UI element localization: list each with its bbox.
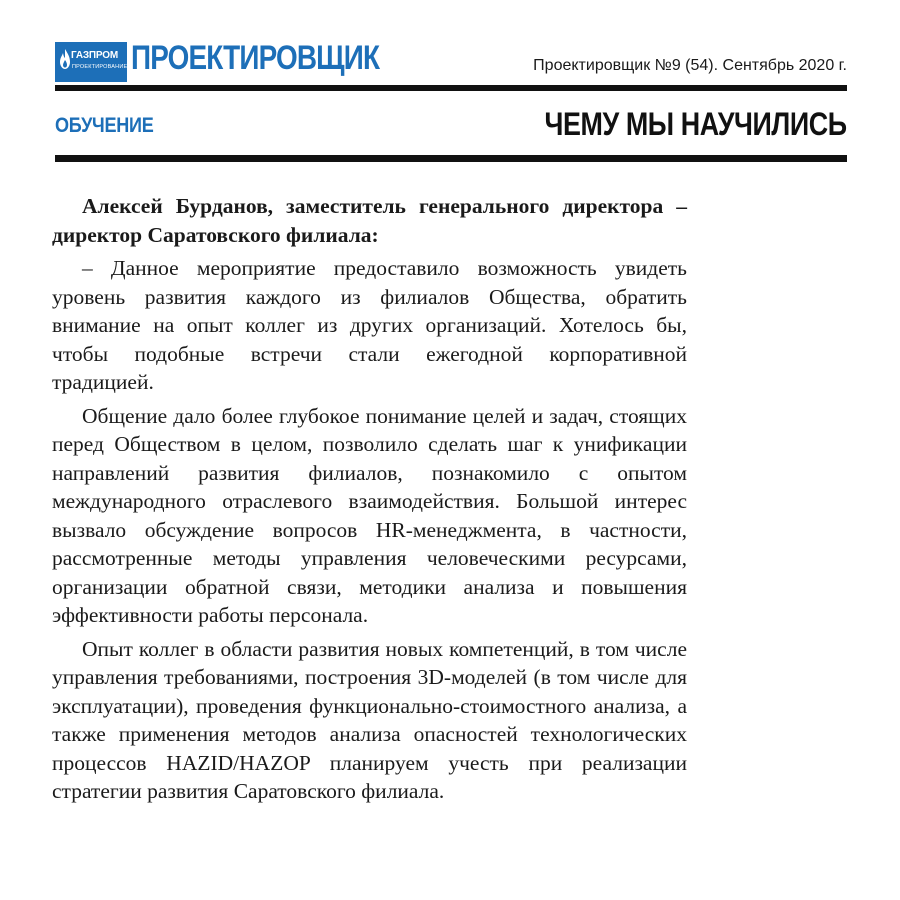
article-paragraph: Общение дало более глубокое понимание целей и задач, стоящих перед Обществом в целом, позволило сделать шаг к унификации направлений развития филиалов, познакомило с опытом международного отраслевого взаимодействия. Большой интерес вызвало обсуждение вопросов HR-менеджмента, в частности, рассмотренные методы управления человеческими ресурсами, организации обратной связи, методики анализа и повышения эффективности работы персонала. bbox=[52, 403, 687, 627]
logo-subtitle: ПРОЕКТИРОВАНИЕ bbox=[72, 64, 128, 70]
section-label: ОБУЧЕНИЕ bbox=[55, 114, 154, 137]
speaker-name: Алексей Бурданов, заместитель генерального директора – директор Саратовского филиала: bbox=[52, 194, 687, 247]
logo-word: ГАЗПРОМ bbox=[71, 50, 118, 61]
article-paragraph: – Данное мероприятие предоставило возможность увидеть уровень развития каждого из филиалов Общества, обратить внимание на опыт коллег из других организаций. Хотелось бы, чтобы подобные встречи стали ежегодной корпоративной традицией. bbox=[52, 256, 687, 394]
headline-divider bbox=[55, 155, 847, 162]
article-headline: ЧЕМУ МЫ НАУЧИЛИСЬ bbox=[544, 106, 847, 142]
header-divider bbox=[55, 85, 847, 91]
article-body bbox=[52, 192, 687, 806]
issue-info: Проектировщик №9 (54). Сентябрь 2020 г. bbox=[533, 57, 847, 74]
masthead bbox=[55, 40, 847, 84]
article-paragraph: Опыт коллег в области развития новых компетенций, в том числе управления требованиями, построения 3D-моделей (в том числе для эксплуатации), проведения функционально-стоимостного анализа, а также применения методов анализа опасностей технологических процессов HAZID/HAZOP планируем учесть при реализации стратегии развития Саратовского филиала. bbox=[52, 636, 687, 803]
gazprom-logo bbox=[55, 42, 127, 82]
flame-icon bbox=[59, 48, 71, 70]
publication-title: ПРОЕКТИРОВЩИК bbox=[131, 39, 380, 77]
